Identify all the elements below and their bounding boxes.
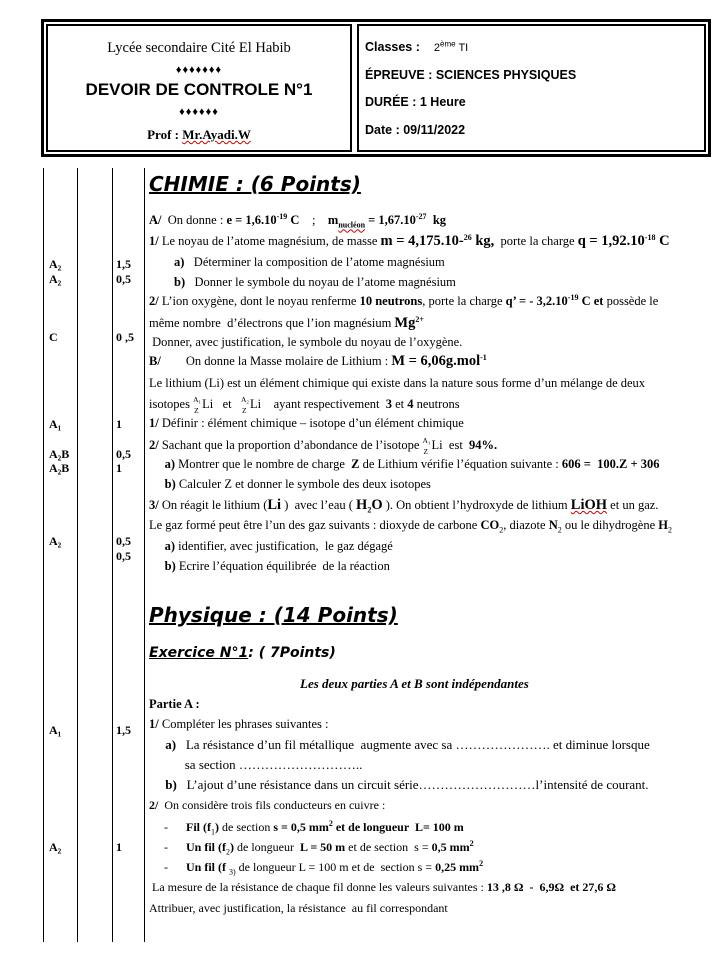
physique-line <box>149 696 200 712</box>
subscript: 3) <box>229 867 236 877</box>
text: de section <box>219 820 274 834</box>
text: et de section s = <box>345 840 432 854</box>
formula-text: O <box>371 497 383 513</box>
isotope-element: Li <box>202 397 214 411</box>
text: L’ajout d’une résistance dans un circuit série………………………l’intensité de courant. <box>176 777 649 792</box>
bold-text: H <box>658 518 668 532</box>
bold-text: a) <box>165 737 177 752</box>
classes-sup: ème <box>440 39 456 49</box>
text <box>149 457 165 471</box>
text: L’ion oxygène, dont le noyau renferme <box>158 294 360 308</box>
subscript: nucléon <box>338 220 366 230</box>
skill-mark: A₂B <box>49 447 70 461</box>
bold-text: C <box>287 213 300 227</box>
skill-mark: C <box>49 330 58 344</box>
points-mark: 1 <box>116 840 122 854</box>
physique-line <box>149 819 464 835</box>
margin-rule-1 <box>43 168 44 942</box>
text: Ecrire l’équation équilibrée de la réaction <box>175 559 390 573</box>
chimie-line <box>149 315 424 331</box>
formula-text: LiOH <box>570 497 608 513</box>
parts-subtitle: Les deux parties A et B sont indépendantes <box>300 676 529 691</box>
bold-text: q’ = - 3,2.10 <box>505 294 568 308</box>
text <box>149 559 165 573</box>
skill-mark: A₁ <box>49 417 62 431</box>
chimie-line <box>149 415 464 431</box>
superscript: -1 <box>480 352 487 362</box>
superscript: -27 <box>415 211 427 221</box>
formula-text: M = 6,06g.mol <box>391 353 481 369</box>
physique-title: Physique : (14 Points) <box>149 603 398 627</box>
exam-title: DEVOIR DE CONTROLE N°1 <box>85 80 313 99</box>
points-mark: 0,5 <box>116 549 131 563</box>
text: Le noyau de l’atome magnésium, de masse <box>158 234 381 248</box>
bold-text: 94%. <box>469 438 498 452</box>
isotope-mass: A₁ <box>422 436 431 445</box>
text: Le lithium (Li) est un élément chimique qui existe dans la nature sous forme d’un mélange de deux <box>149 376 646 390</box>
subscript: 2 <box>226 847 230 857</box>
text: Donner, avec justification, le symbole du noyau de l’oxygène. <box>149 335 463 349</box>
chimie-line <box>149 353 487 369</box>
text: , diazote <box>503 518 549 532</box>
prof-line <box>48 127 350 143</box>
isotope-element: Li <box>250 397 262 411</box>
text <box>149 539 165 553</box>
isotope-charge: Z <box>242 406 247 415</box>
physique-line <box>149 797 385 813</box>
classes-label: Classes : <box>365 40 420 54</box>
bold-text: 13 ,8 Ω - 6,9Ω et 27,6 Ω <box>486 880 617 894</box>
bold-text: 2/ <box>149 798 159 812</box>
text <box>149 255 174 269</box>
points-mark: 1,5 <box>116 723 131 737</box>
bold-text: Un fil (f <box>186 840 226 854</box>
superscript: 2 <box>469 839 474 848</box>
formula-text: kg, <box>471 233 495 249</box>
superscript: 26 <box>463 232 472 242</box>
points-mark: 0,5 <box>116 534 131 548</box>
superscript: 2 <box>479 859 484 868</box>
text: Calculer Z et donner le symbole des deux isotopes <box>175 477 431 491</box>
skill-mark: A₁ <box>49 723 62 737</box>
chimie-line <box>149 233 670 249</box>
superscript: -19 <box>567 292 579 302</box>
classes-value <box>433 39 469 54</box>
bold-text: 1/ <box>149 234 159 248</box>
exercise-label: Exercice N°1 <box>149 645 249 661</box>
bold-text: kg <box>426 213 447 227</box>
exercise-points: : ( 7Points) <box>248 645 336 661</box>
header-right-box <box>357 24 706 152</box>
text <box>149 737 165 752</box>
bold-text: N <box>548 518 558 532</box>
bold-text: 1/ <box>149 416 159 430</box>
isotope-symbol <box>241 395 262 415</box>
superscript: 2 <box>328 819 333 828</box>
physique-line <box>149 777 649 793</box>
chimie-line <box>149 293 658 309</box>
classes-line <box>365 40 468 54</box>
isotope-charge: Z <box>194 406 199 415</box>
bold-text: 4 <box>407 397 414 411</box>
text: porte la charge <box>494 234 578 248</box>
bold-text: s = 0,5 mm <box>273 820 329 834</box>
chimie-line <box>149 334 462 350</box>
text: ; <box>299 213 328 227</box>
text: Sachant que la proportion d’abondance de l’isotope <box>158 438 423 452</box>
classes-suffix: TI <box>455 42 469 54</box>
physique-line <box>149 900 448 916</box>
bold-text: C et <box>578 294 604 308</box>
skill-mark: A₂B <box>49 461 70 475</box>
skill-mark: A₂ <box>49 840 62 854</box>
text: On considère trois fils conducteurs en cuivre : <box>158 798 386 812</box>
points-mark: 0 ,5 <box>116 330 134 344</box>
bold-text: 2/ <box>149 294 159 308</box>
points-mark: 1,5 <box>116 257 131 271</box>
bold-text: L = 50 m <box>299 840 346 854</box>
isotope-mass: A₂ <box>241 395 250 404</box>
text: identifier, avec justification, le gaz dégagé <box>175 539 393 553</box>
text: On donne la Masse molaire de Lithium : <box>160 354 392 368</box>
bold-text: 3/ <box>149 498 159 512</box>
points-mark: 0,5 <box>116 447 131 461</box>
duree: DURÉE : 1 Heure <box>365 95 466 109</box>
text: Montrer que le nombre de charge <box>175 457 352 471</box>
bold-text: CO <box>480 518 500 532</box>
margin-rule-3 <box>112 168 113 942</box>
text: et <box>213 397 241 411</box>
text: On donne : <box>161 213 227 227</box>
bold-text: a) <box>164 539 176 553</box>
chimie-line <box>149 212 446 228</box>
bold-text: Fil (f <box>186 820 211 834</box>
formula-text: H <box>356 497 368 513</box>
bold-text: Z <box>351 457 360 471</box>
bold-text: b) <box>165 777 177 792</box>
bold-text: a) <box>164 457 176 471</box>
chimie-line <box>149 558 390 574</box>
bold-text: 10 neutrons <box>359 294 423 308</box>
bold-text: 1/ <box>149 717 159 731</box>
skill-mark: A₂ <box>49 272 62 286</box>
chimie-title: CHIMIE : (6 Points) <box>149 172 361 196</box>
diamonds-top: ♦♦♦♦♦♦♦ <box>175 64 223 76</box>
bold-text: b) <box>164 477 176 491</box>
superscript: -19 <box>276 211 288 221</box>
bold-text: Un fil (f <box>186 860 229 874</box>
header-left-box <box>46 24 352 152</box>
skill-mark: A₂ <box>49 534 62 548</box>
bold-text: B/ <box>149 354 161 368</box>
text: On réagit le lithium ( <box>158 498 268 512</box>
text: de Lithium vérifie l’équation suivante : <box>359 457 562 471</box>
text: ). On obtient l’hydroxyde de lithium <box>382 498 571 512</box>
chimie-line <box>149 538 393 554</box>
superscript: 2+ <box>415 314 424 324</box>
text: Donner le symbole du noyau de l’atome magnésium <box>185 275 456 289</box>
diamonds-bottom: ♦♦♦♦♦♦ <box>179 106 219 118</box>
bold-text: e = 1,6.10 <box>226 213 277 227</box>
epreuve: ÉPREUVE : SCIENCES PHYSIQUES <box>365 68 577 82</box>
subscript: 2 <box>367 505 372 515</box>
text: Définir : élément chimique – isotope d’un élément chimique <box>158 416 464 430</box>
bold-text: 2/ <box>149 438 159 452</box>
points-mark: 0,5 <box>116 272 131 286</box>
formula-text: C <box>655 233 670 249</box>
text: et <box>391 397 408 411</box>
text <box>149 777 165 792</box>
chimie-line <box>149 274 456 290</box>
bold-text: b) <box>164 559 176 573</box>
bold-text: 3 <box>385 397 392 411</box>
points-mark: 1 <box>116 461 122 475</box>
text: , porte la charge <box>422 294 506 308</box>
bold-text: ) <box>215 820 219 834</box>
physique-line <box>149 737 650 753</box>
isotope-symbol <box>193 395 214 415</box>
bold-text: m <box>327 213 339 227</box>
text: sa section ……………………….. <box>149 757 363 772</box>
chimie-line <box>149 436 498 456</box>
physique-line <box>149 859 483 875</box>
chimie-line <box>149 254 445 270</box>
text: même nombre d’électrons que l’ion magnésium <box>149 316 395 330</box>
text: - <box>149 860 186 874</box>
superscript: -18 <box>644 232 656 242</box>
formula-text: Mg <box>394 315 416 331</box>
date: Date : 09/11/2022 <box>365 123 466 137</box>
formula-text: Li <box>267 497 282 513</box>
prof-name: Mr.Ayadi.W <box>182 127 251 142</box>
subscript: 1 <box>211 827 215 837</box>
subscript: 2 <box>557 525 562 535</box>
text: Attribuer, avec justification, la résistance au fil correspondant <box>149 901 448 915</box>
text: - <box>149 840 186 854</box>
physique-line <box>149 879 616 895</box>
bold-text: 0,25 mm <box>435 860 480 874</box>
bold-text: = 1,67.10 <box>365 213 416 227</box>
text: ou le dihydrogène <box>561 518 659 532</box>
bold-text: a) <box>174 255 185 269</box>
physique-line <box>149 839 474 855</box>
bold-text: A/ <box>149 213 162 227</box>
text: ayant respectivement <box>261 397 386 411</box>
text <box>149 477 165 491</box>
bold-text: 0,5 mm <box>431 840 470 854</box>
margin-rule-2 <box>77 168 78 942</box>
chimie-line <box>149 375 645 391</box>
bold-text: b) <box>174 275 186 289</box>
text: - <box>149 820 186 834</box>
chimie-line <box>149 497 658 513</box>
points-mark: 1 <box>116 417 122 431</box>
physique-line <box>149 716 329 732</box>
chimie-line <box>149 395 460 415</box>
exercise-heading <box>149 645 336 661</box>
subscript: 2 <box>499 525 504 535</box>
formula-text: m = 4,175.10- <box>380 233 464 249</box>
margin-rule-4 <box>144 168 145 942</box>
text: Compléter les phrases suivantes : <box>158 717 329 731</box>
chimie-line <box>149 476 431 492</box>
text: de longueur L = 100 m et de section s = <box>235 860 436 874</box>
isotope-symbol <box>422 436 443 456</box>
text: possède le <box>603 294 659 308</box>
isotope-element: Li <box>431 438 443 452</box>
school-name: Lycée secondaire Cité El Habib <box>107 40 291 56</box>
bold-text: ) <box>230 840 234 854</box>
skill-mark: A₂ <box>49 257 62 271</box>
text: est <box>442 438 470 452</box>
subscript: 2 <box>667 525 672 535</box>
physique-line <box>149 757 362 773</box>
bold-text: et de longueur L= 100 m <box>332 820 464 834</box>
prof-label: Prof : <box>147 127 183 142</box>
text: Déterminer la composition de l’atome magnésium <box>184 255 445 269</box>
text: La résistance d’un fil métallique augmente avec sa …………………. et diminue lorsque <box>176 737 650 752</box>
formula-text: q = 1,92.10 <box>577 233 645 249</box>
bold-text: 606 = 100.Z + 306 <box>561 457 660 471</box>
text: ) avec l’eau ( <box>281 498 357 512</box>
text: neutrons <box>413 397 460 411</box>
isotope-mass: A₁ <box>193 395 202 404</box>
classes-number: 2 <box>433 42 441 54</box>
isotope-charge: Z <box>423 447 429 456</box>
text: La mesure de la résistance de chaque fil donne les valeurs suivantes : <box>149 880 487 894</box>
text: isotopes <box>149 397 194 411</box>
text: de longueur <box>234 840 300 854</box>
text: Le gaz formé peut être l’un des gaz suivants : dioxyde de carbone <box>149 518 481 532</box>
chimie-line <box>149 517 672 533</box>
chimie-line <box>149 456 659 472</box>
text <box>149 275 174 289</box>
bold-text: Partie A : <box>149 697 200 711</box>
text: et un gaz. <box>607 498 659 512</box>
